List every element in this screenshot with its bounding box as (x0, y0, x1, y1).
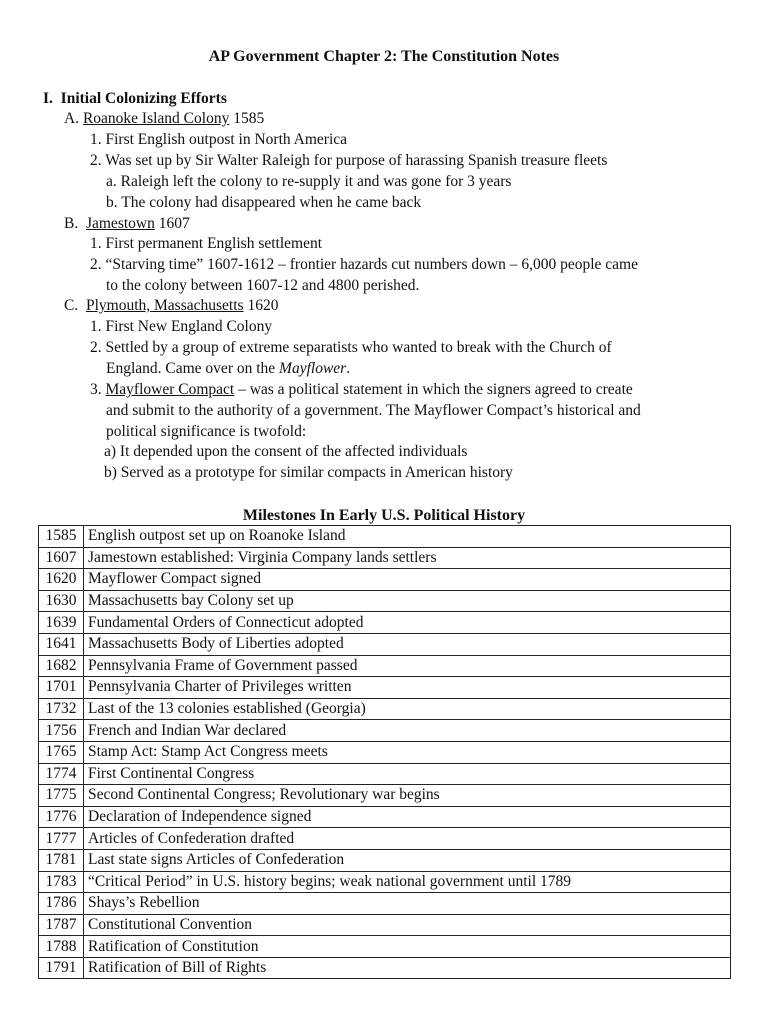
event-cell: Mayflower Compact signed (84, 569, 731, 591)
year-cell: 1701 (39, 677, 84, 699)
event-cell: Articles of Confederation drafted (84, 828, 731, 850)
subsection-b (64, 214, 190, 234)
event-cell: Pennsylvania Charter of Privileges written (84, 677, 731, 699)
outline-item: to the colony between 1607-12 and 4800 perished. (106, 277, 420, 294)
outline-item (90, 380, 633, 400)
outline-item: 2. “Starving time” 1607-1612 – frontier hazards cut numbers down – 6,000 people came (90, 256, 638, 273)
event-cell: French and Indian War declared (84, 720, 731, 742)
table-row (39, 633, 731, 655)
milestones-title: Milestones In Early U.S. Political History (242, 507, 526, 524)
table-row (39, 828, 731, 850)
outline-item: and submit to the authority of a government. The Mayflower Compact’s historical and (106, 402, 641, 419)
section-heading (43, 89, 227, 109)
outline-text: – was a political statement in which the signers agreed to create (238, 381, 633, 398)
subsection-b-marker: B. (64, 215, 79, 232)
outline-item: 1. First New England Colony (90, 318, 273, 335)
subsection-a-year: 1585 (233, 110, 265, 127)
table-row (39, 849, 731, 871)
table-row (39, 677, 731, 699)
table-row (39, 936, 731, 958)
table-row (39, 590, 731, 612)
year-cell: 1630 (39, 590, 84, 612)
year-cell: 1791 (39, 957, 84, 979)
year-cell: 1788 (39, 936, 84, 958)
event-cell: Second Continental Congress; Revolutionary war begins (84, 785, 731, 807)
year-cell: 1641 (39, 633, 84, 655)
event-cell: Ratification of Bill of Rights (84, 957, 731, 979)
year-cell: 1776 (39, 806, 84, 828)
year-cell: 1732 (39, 698, 84, 720)
table-row (39, 655, 731, 677)
outline-item: a) It depended upon the consent of the affected individuals (104, 443, 468, 460)
outline-item: political significance is twofold: (106, 423, 307, 440)
event-cell: Ratification of Constitution (84, 936, 731, 958)
mayflower-compact-term: Mayflower Compact (105, 381, 235, 398)
table-row (39, 569, 731, 591)
event-cell: Jamestown established: Virginia Company lands settlers (84, 547, 731, 569)
event-cell: Last of the 13 colonies established (Georgia) (84, 698, 731, 720)
ship-name: Mayflower (279, 360, 347, 377)
outline-number: 3. (90, 381, 102, 398)
outline-item: 2. Was set up by Sir Walter Raleigh for purpose of harassing Spanish treasure fleets (90, 152, 608, 169)
subsection-a-name: Roanoke Island Colony (82, 110, 230, 127)
outline-item: 2. Settled by a group of extreme separatists who wanted to break with the Church of (90, 339, 612, 356)
table-row (39, 785, 731, 807)
page-title: AP Government Chapter 2: The Constitution Notes (208, 48, 560, 65)
year-cell: 1777 (39, 828, 84, 850)
year-cell: 1620 (39, 569, 84, 591)
event-cell: Pennsylvania Frame of Government passed (84, 655, 731, 677)
year-cell: 1786 (39, 893, 84, 915)
subsection-c-marker: C. (64, 297, 79, 314)
year-cell: 1787 (39, 914, 84, 936)
subsection-c-name: Plymouth, Massachusetts (85, 297, 244, 314)
outline-item: 1. First permanent English settlement (90, 235, 323, 252)
outline-text: England. Came over on the (106, 360, 276, 377)
subsection-c (64, 296, 278, 316)
table-row (39, 806, 731, 828)
outline-item: b. The colony had disappeared when he came back (106, 194, 422, 211)
event-cell: Massachusetts bay Colony set up (84, 590, 731, 612)
table-row (39, 612, 731, 634)
event-cell: Declaration of Independence signed (84, 806, 731, 828)
subsection-a (64, 109, 264, 129)
year-cell: 1682 (39, 655, 84, 677)
table-row (39, 914, 731, 936)
section-title: Initial Colonizing Efforts (60, 90, 227, 107)
year-cell: 1639 (39, 612, 84, 634)
table-row (39, 893, 731, 915)
subsection-b-name: Jamestown (85, 215, 155, 232)
table-row (39, 957, 731, 979)
table-row (39, 720, 731, 742)
event-cell: Shays’s Rebellion (84, 893, 731, 915)
outline-text: . (346, 360, 351, 377)
table-row (39, 741, 731, 763)
outline-item: a. Raleigh left the colony to re-supply it and was gone for 3 years (106, 173, 512, 190)
table-row (39, 698, 731, 720)
outline-item: b) Served as a prototype for similar compacts in American history (104, 464, 513, 481)
event-cell: Massachusetts Body of Liberties adopted (84, 633, 731, 655)
milestones-table (38, 525, 731, 979)
year-cell: 1775 (39, 785, 84, 807)
event-cell: Last state signs Articles of Confederation (84, 849, 731, 871)
event-cell: English outpost set up on Roanoke Island (84, 526, 731, 548)
table-row (39, 526, 731, 548)
event-cell: Stamp Act: Stamp Act Congress meets (84, 741, 731, 763)
year-cell: 1607 (39, 547, 84, 569)
event-cell: Constitutional Convention (84, 914, 731, 936)
event-cell: Fundamental Orders of Connecticut adopted (84, 612, 731, 634)
year-cell: 1783 (39, 871, 84, 893)
year-cell: 1774 (39, 763, 84, 785)
outline-item (106, 359, 350, 379)
subsection-a-marker: A. (64, 110, 80, 127)
year-cell: 1765 (39, 741, 84, 763)
subsection-c-year: 1620 (247, 297, 279, 314)
table-row (39, 871, 731, 893)
year-cell: 1585 (39, 526, 84, 548)
event-cell: “Critical Period” in U.S. history begins; weak national government until 1789 (84, 871, 731, 893)
year-cell: 1781 (39, 849, 84, 871)
event-cell: First Continental Congress (84, 763, 731, 785)
table-row (39, 547, 731, 569)
table-row (39, 763, 731, 785)
subsection-b-year: 1607 (158, 215, 190, 232)
section-marker: I. (43, 90, 53, 107)
outline-item: 1. First English outpost in North America (90, 131, 348, 148)
year-cell: 1756 (39, 720, 84, 742)
